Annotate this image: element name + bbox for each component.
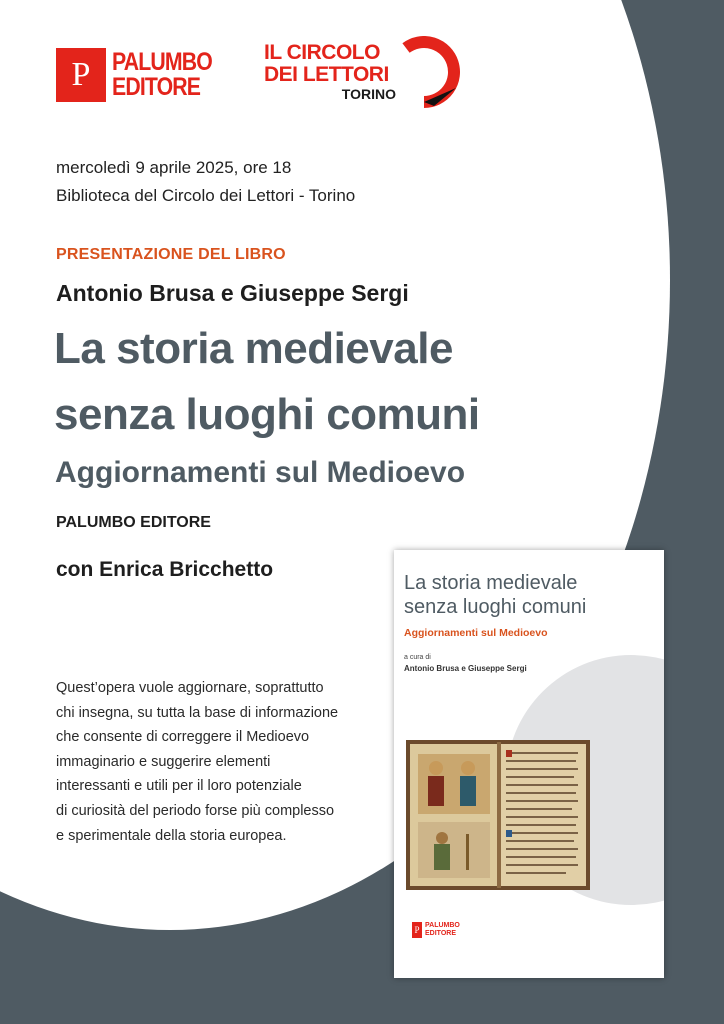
palumbo-logo-text [112, 50, 212, 100]
manuscript-illustration [406, 738, 594, 892]
book-title-line1: La storia medievale [54, 324, 453, 373]
circolo-logo-line1: IL CIRCOLO [264, 41, 380, 64]
description-line: che consente di correggere il Medioevo [56, 729, 310, 746]
description-line: di curiosità del periodo forse più complesso [56, 802, 335, 819]
book-publisher: PALUMBO EDITORE [56, 514, 211, 531]
palumbo-logo-mark: P [56, 48, 106, 102]
palumbo-logo-line2: EDITORE [112, 73, 201, 101]
circolo-dei-lettori-logo [264, 42, 474, 114]
book-subtitle: Aggiornamenti sul Medioevo [55, 456, 466, 489]
book-description [56, 676, 386, 848]
palumbo-editore-logo [56, 48, 230, 102]
book-cover-title-line1: La storia medievale [404, 572, 578, 594]
book-title-line2: senza luoghi comuni [54, 390, 480, 439]
event-date-time: mercoledì 9 aprile 2025, ore 18 [56, 158, 292, 177]
book-cover-title-line2: senza luoghi comuni [404, 596, 587, 618]
description-line: Quest’opera vuole aggiornare, soprattutto [56, 680, 324, 696]
event-venue: Biblioteca del Circolo dei Lettori - Torino [56, 186, 356, 205]
circolo-logo-line2: DEI LETTORI [264, 63, 389, 86]
book-cover-logo-mark: P [412, 922, 422, 938]
book-cover-logo-line2: EDITORE [425, 930, 456, 937]
book-cover-edited-by: a cura di [404, 654, 431, 661]
book-cover-logo-line1: PALUMBO [425, 922, 460, 929]
circolo-logo-city: TORINO [341, 86, 396, 102]
description-line: chi insegna, su tutta la base di informazione [56, 704, 339, 721]
description-line: immaginario e suggerire elementi [56, 753, 271, 770]
moderator-line: con Enrica Bricchetto [56, 558, 274, 581]
palumbo-logo-line1: PALUMBO [112, 48, 212, 76]
book-cover-image [394, 550, 664, 978]
book-authors: Antonio Brusa e Giuseppe Sergi [56, 280, 409, 306]
book-cover-authors: Antonio Brusa e Giuseppe Sergi [404, 664, 527, 673]
description-line: e sperimentale della storia europea. [56, 827, 287, 844]
book-cover-subtitle: Aggiornamenti sul Medioevo [404, 627, 548, 639]
book-cover-logo-text [425, 922, 460, 938]
description-line: interessanti e utili per il loro potenziale [56, 778, 302, 795]
circolo-swoosh-icon [396, 36, 474, 114]
book-cover-publisher-logo [412, 922, 460, 938]
presentation-kicker: PRESENTAZIONE DEL LIBRO [56, 246, 286, 263]
